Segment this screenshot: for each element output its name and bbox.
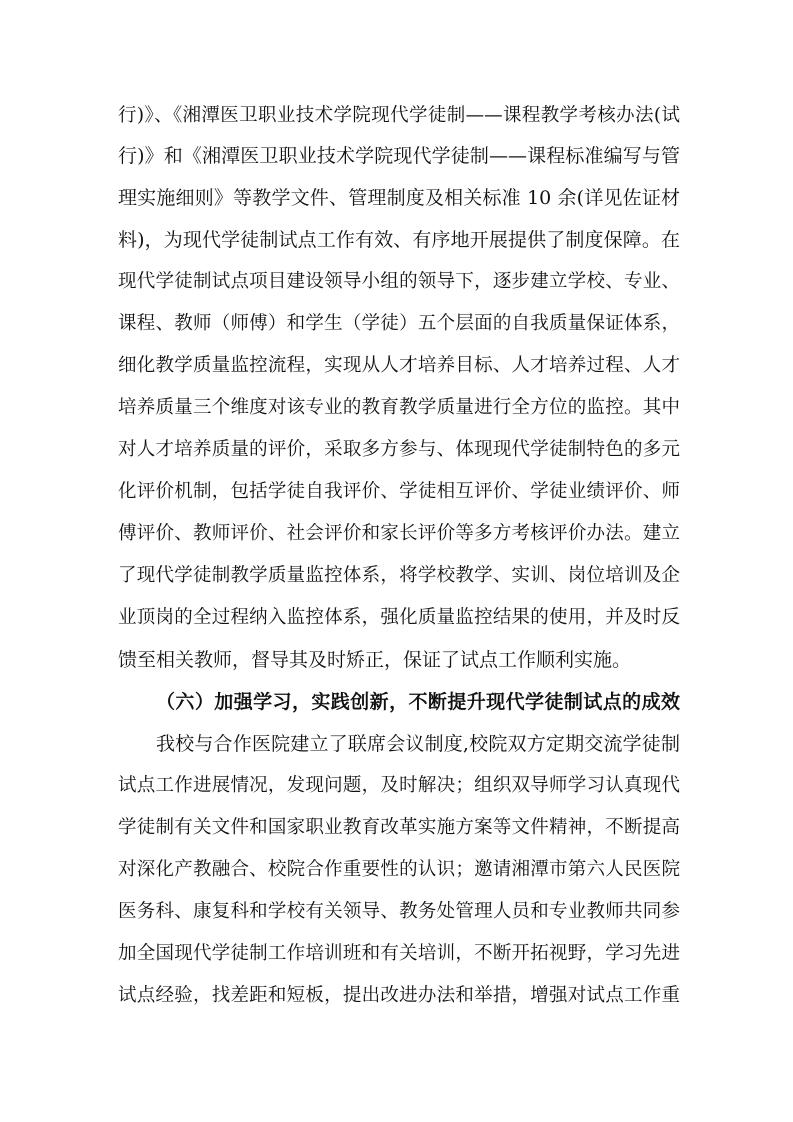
text-line: 我校与合作医院建立了联席会议制度,校院双方定期交流学徒制 (156, 733, 680, 755)
text-line: 行)》、《湘潭医卫职业技术学院现代学徒制——课程教学考核办法(试 (118, 105, 680, 126)
text-line: 课程、教师（师傅）和学生（学徒）五个层面的自我质量保证体系， (118, 313, 680, 334)
text-line: 业顶岗的全过程纳入监控体系，强化质量监控结果的使用，并及时反 (118, 607, 680, 628)
text-line: 行)》和《湘潭医卫职业技术学院现代学徒制——课程标准编写与管 (118, 145, 680, 167)
text-line: 加全国现代学徒制工作培训班和有关培训，不断开拓视野，学习先进 (118, 943, 680, 964)
text-line: 试点工作进展情况，发现问题，及时解决；组织双导师学习认真现代 (118, 775, 680, 796)
section-heading: （六）加强学习，实践创新，不断提升现代学徒制试点的成效 (156, 691, 680, 713)
text-line: 试点经验，找差距和短板，提出改进办法和举措，增强对试点工作重 (118, 985, 680, 1006)
text-line: 化评价机制，包括学徒自我评价、学徒相互评价、学徒业绩评价、师 (118, 481, 680, 502)
text-line: 馈至相关教师，督导其及时矫正，保证了试点工作顺利实施。 (118, 649, 632, 671)
text-line: 细化教学质量监控流程，实现从人才培养目标、人才培养过程、人才 (118, 355, 680, 376)
text-line: 了现代学徒制教学质量监控体系，将学校教学、实训、岗位培训及企 (118, 565, 680, 586)
text-line: 料)，为现代学徒制试点工作有效、有序地开展提供了制度保障。在 (118, 229, 680, 251)
text-line: 医务科、康复科和学校有关领导、教务处管理人员和专业教师共同参 (118, 901, 680, 922)
text-line: 学徒制有关文件和国家职业教育改革实施方案等文件精神，不断提高 (118, 817, 680, 838)
text-line: 现代学徒制试点项目建设领导小组的领导下，逐步建立学校、专业、 (118, 271, 680, 292)
text-line: 培养质量三个维度对该专业的教育教学质量进行全方位的监控。其中 (118, 397, 680, 418)
text-line: 对人才培养质量的评价，采取多方参与、体现现代学徒制特色的多元 (118, 439, 680, 460)
text-line: 理实施细则》等教学文件、管理制度及相关标准 10 余(详见佐证材 (118, 187, 680, 209)
text-line: 对深化产教融合、校院合作重要性的认识；邀请湘潭市第六人民医院 (118, 859, 680, 880)
text-line: 傅评价、教师评价、社会评价和家长评价等多方考核评价办法。建立 (118, 523, 680, 544)
